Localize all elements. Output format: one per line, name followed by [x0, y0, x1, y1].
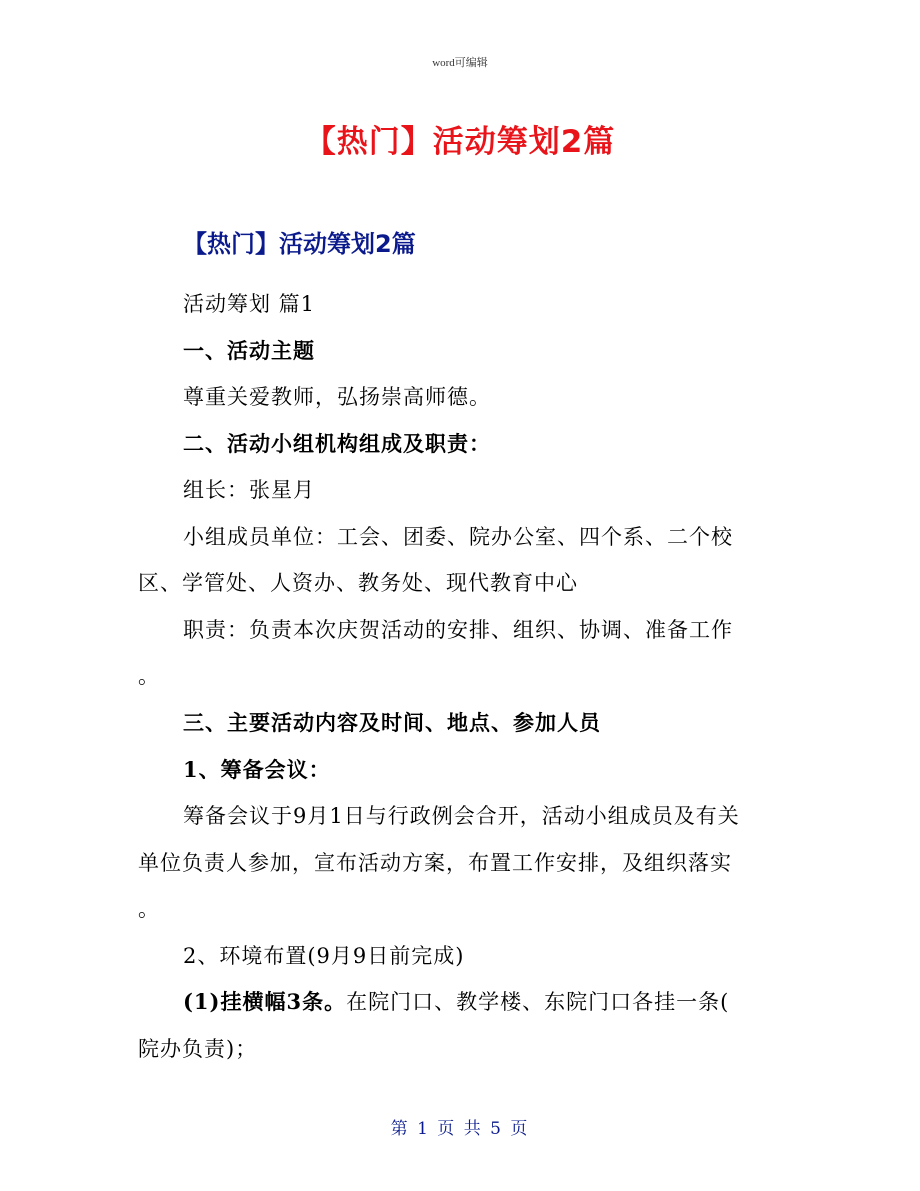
paragraph-line: 尊重关爱教师，弘扬崇高师德。: [183, 385, 491, 409]
heading-line: 三、主要活动内容及时间、地点、参加人员: [183, 710, 601, 735]
item-heading: (1)挂横幅3条。: [183, 989, 347, 1014]
paragraph-line: 职责：负责本次庆贺活动的安排、组织、协调、准备工作: [183, 618, 733, 642]
paragraph-line: 区、学管处、人资办、教务处、现代教育中心: [138, 571, 578, 595]
paragraph-line: 组长：张星月: [183, 478, 315, 502]
document-title: 【热门】活动筹划2篇: [304, 124, 616, 160]
paragraph-line: [183, 988, 729, 1016]
heading-line: 二、活动小组机构组成及职责：: [183, 431, 491, 456]
heading-line: 1、筹备会议：: [183, 757, 331, 782]
item-text: 在院门口、教学楼、东院门口各挂一条(: [346, 990, 730, 1014]
paragraph-line: 筹备会议于9月1日与行政例会合开，活动小组成员及有关: [183, 804, 740, 828]
paragraph-line: 小组成员单位：工会、团委、院办公室、四个系、二个校: [183, 525, 733, 549]
paragraph-line: 2、环境布置(9月9日前完成): [183, 944, 465, 968]
paragraph-line: 单位负责人参加，宣布活动方案，布置工作安排，及组织落实: [138, 851, 732, 875]
header-note: word可编辑: [432, 57, 488, 69]
section-title: 【热门】活动筹划2篇: [183, 230, 416, 258]
paragraph-line: 院办负责)；: [138, 1037, 258, 1061]
page-footer: 第 1 页 共 5 页: [390, 1119, 530, 1139]
paragraph-line: 活动筹划 篇1: [183, 292, 316, 316]
heading-line: 一、活动主题: [183, 338, 315, 363]
paragraph-line: 。: [138, 897, 160, 921]
paragraph-line: 。: [138, 664, 160, 688]
